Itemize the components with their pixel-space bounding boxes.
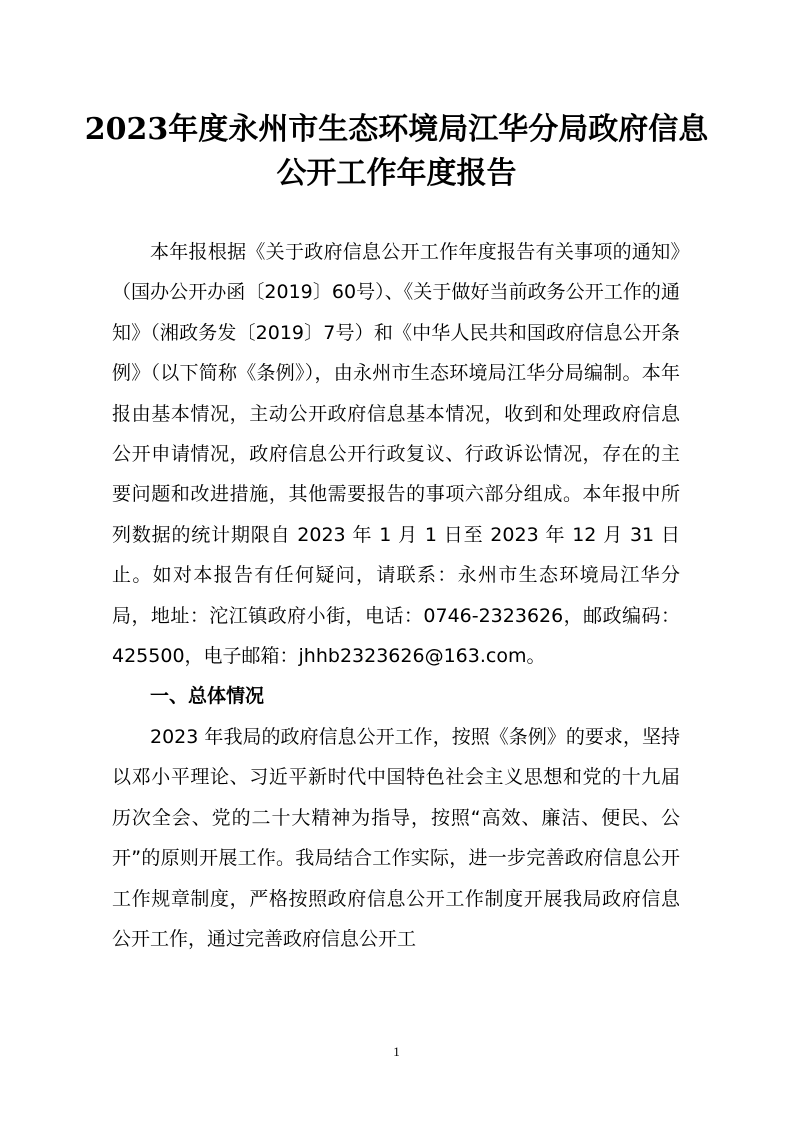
page-number: 1 — [393, 1044, 400, 1059]
intro-paragraph: 本年报根据《关于政府信息公开工作年度报告有关事项的通知》（国办公开办函〔2019〕60号）、《关于做好当前政务公开工作的通知》（湘政务发〔2019〕7号）和《中华人民共和国政府信息公开条例》（以下简称《条例》），由永州市生态环境局江华分局编制。本年报由基本情况，主动公开政府信息基本情况，收到和处理政府信息公开申请情况，政府信息公开行政复议、行政诉讼情况，存在的主要问题和改进措施，其他需要报告的事项六部分组成。本年报中所列数据的统计期限自 2023 年 1 月 1 日至 2023 年 12 月 31 日止。如对本报告有任何疑问，请联系：永州市生态环境局江华分局，地址：沱江镇政府小街，电话：0746-2323626，邮政编码：425500，电子邮箱：jhhb2323626@163.com。 — [112, 241, 680, 668]
overview-paragraph: 2023 年我局的政府信息公开工作，按照《条例》的要求，坚持以邓小平理论、习近平新时代中国特色社会主义思想和党的十九届历次全会、党的二十大精神为指导，按照“高效、廉洁、便民、公开”的原则开展工作。我局结合工作实际，进一步完善政府信息公开工作规章制度，严格按照政府信息公开工作制度开展我局政府信息公开工作，通过完善政府信息公开工 — [112, 725, 680, 950]
document-body — [112, 232, 680, 959]
title-line-2: 公开工作年度报告 — [276, 156, 517, 191]
section-heading-overview: 一、总体情况 — [150, 685, 265, 708]
document-title — [80, 108, 713, 196]
title-line-1: 2023年度永州市生态环境局江华分局政府信息 — [84, 112, 709, 147]
